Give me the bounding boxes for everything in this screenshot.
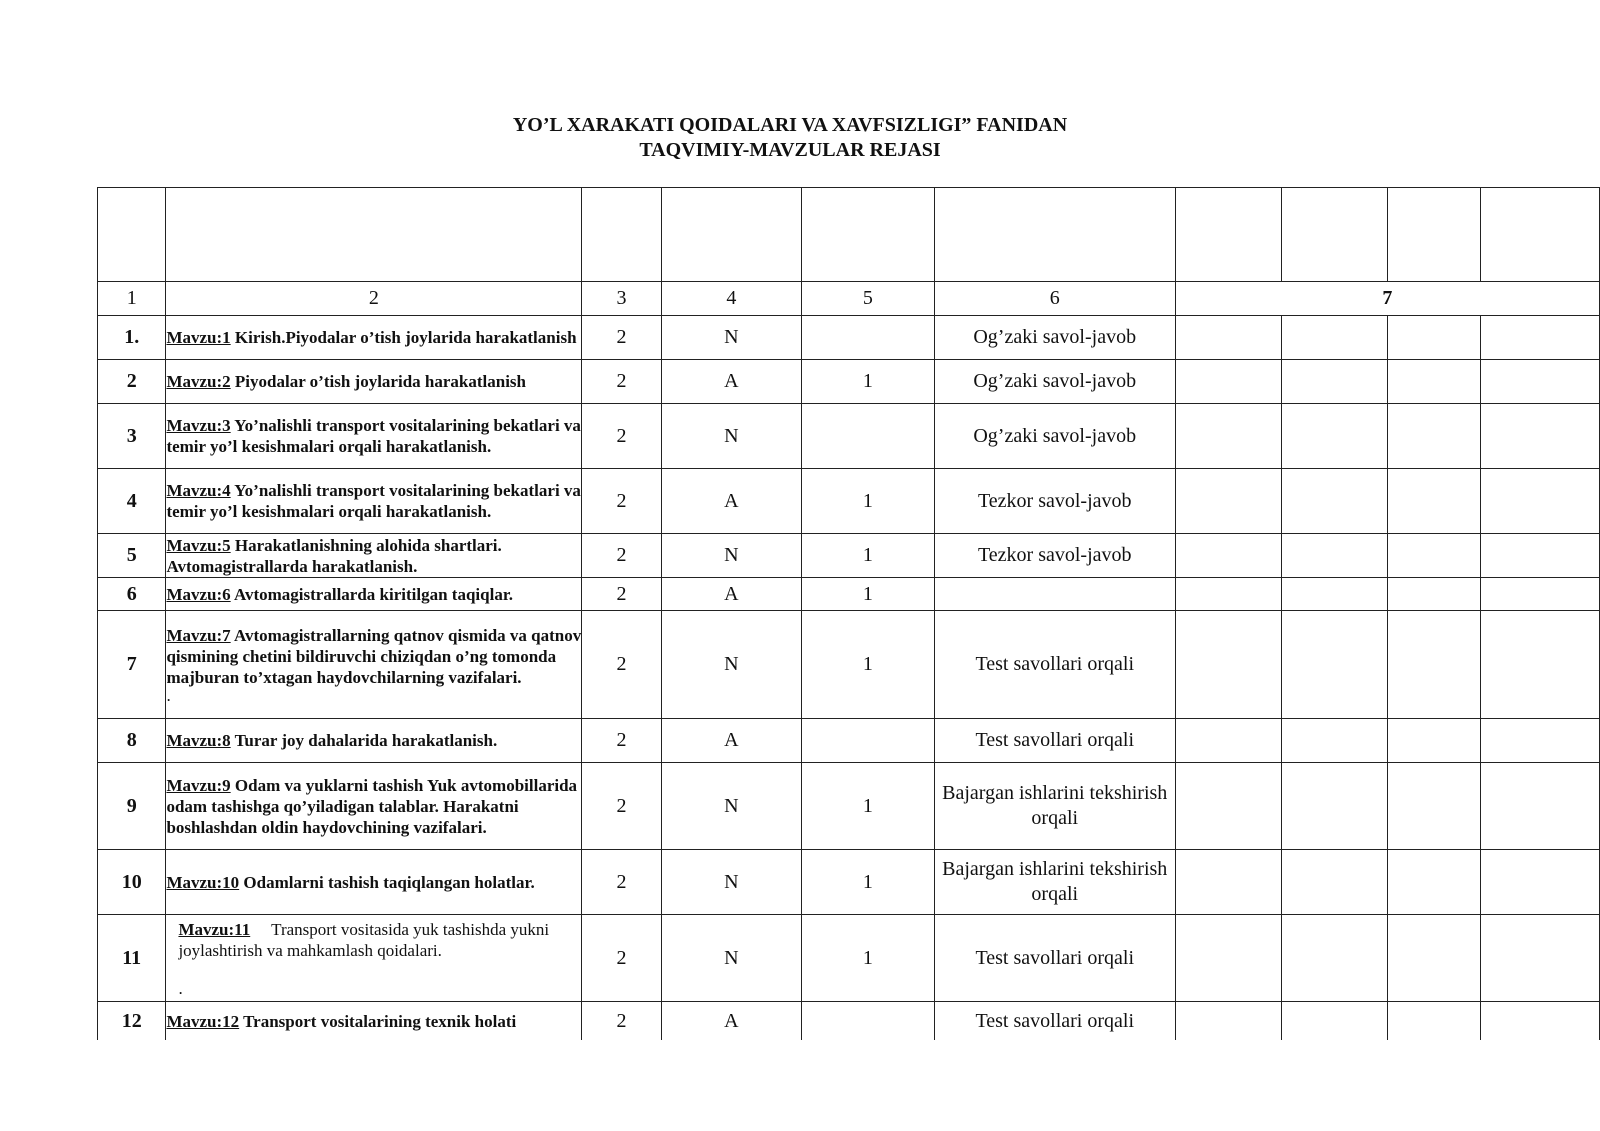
empty-cell — [1281, 469, 1388, 534]
topic-label: Mavzu:3 — [166, 416, 231, 435]
table-row — [98, 850, 1600, 915]
row-number: 4 — [98, 469, 166, 534]
topic-label: Mavzu:2 — [166, 372, 231, 391]
hours-cell: 2 — [582, 719, 661, 763]
lesson-type-cell: N — [661, 915, 802, 1002]
empty-cell — [1388, 404, 1481, 469]
topic-label: Mavzu:1 — [166, 328, 231, 347]
hours-cell: 2 — [582, 915, 661, 1002]
empty-cell — [1281, 534, 1388, 578]
row-number: 8 — [98, 719, 166, 763]
lesson-type-cell: N — [661, 763, 802, 850]
empty-cell — [1481, 404, 1600, 469]
empty-cell — [1481, 469, 1600, 534]
lesson-type-cell: N — [661, 611, 802, 719]
row-number: 9 — [98, 763, 166, 850]
row-number: 10 — [98, 850, 166, 915]
column-5-cell: 1 — [802, 469, 935, 534]
topic-text: Transport vositasida yuk tashishda yukni joylashtirish va mahkamlash qoidalari. — [178, 920, 554, 960]
assessment-method-cell — [934, 578, 1175, 611]
table-row — [98, 915, 1600, 1002]
topic-label: Mavzu:5 — [166, 535, 231, 555]
header-cell — [934, 188, 1175, 282]
row-number: 3 — [98, 404, 166, 469]
assessment-method-cell: Og’zaki savol-javob — [934, 316, 1175, 360]
topic-text: Odamlarni tashish taqiqlangan holatlar. — [239, 872, 535, 892]
empty-cell — [1175, 469, 1281, 534]
topic-text: Transport vositalarining texnik holati — [239, 1012, 517, 1031]
header-cell — [166, 188, 582, 282]
assessment-method-cell: Tezkor savol-javob — [934, 469, 1175, 534]
lesson-type-cell: A — [661, 578, 802, 611]
header-cell — [1175, 188, 1281, 282]
column-5-cell: 1 — [802, 611, 935, 719]
topic-dot: . — [178, 979, 183, 998]
column-5-cell: 1 — [802, 763, 935, 850]
empty-cell — [1481, 534, 1600, 578]
topic-cell — [166, 316, 582, 360]
hours-cell: 2 — [582, 611, 661, 719]
header-cell — [1388, 188, 1481, 282]
table-row — [98, 360, 1600, 404]
topic-cell — [166, 611, 582, 719]
topic-cell — [166, 850, 582, 915]
table-row — [98, 578, 1600, 611]
table-row — [98, 763, 1600, 850]
empty-cell — [1281, 360, 1388, 404]
topic-label: Mavzu:11 — [178, 920, 251, 939]
assessment-method-cell: Bajargan ishlarini tekshirish orqali — [934, 763, 1175, 850]
topic-cell — [166, 404, 582, 469]
column-5-cell: 1 — [802, 915, 935, 1002]
header-cell — [661, 188, 802, 282]
table-row — [98, 534, 1600, 578]
column-number: 4 — [661, 282, 802, 316]
column-number: 2 — [166, 282, 582, 316]
column-5-cell — [802, 1002, 935, 1041]
header-row — [98, 188, 1600, 282]
header-cell — [802, 188, 935, 282]
empty-cell — [1388, 1002, 1481, 1041]
column-5-cell: 1 — [802, 578, 935, 611]
lesson-type-cell: A — [661, 360, 802, 404]
assessment-method-cell: Test savollari orqali — [934, 719, 1175, 763]
column-number-row — [98, 282, 1600, 316]
empty-cell — [1175, 404, 1281, 469]
column-5-cell — [802, 719, 935, 763]
title-line-2: TAQVIMIY-MAVZULAR REJASI — [639, 139, 941, 161]
empty-cell — [1281, 1002, 1388, 1041]
empty-cell — [1388, 469, 1481, 534]
topic-text: Avtomagistrallarning qatnov qismida va qatnov qismining chetini bildiruvchi chiziqdan o’ng tomonda majburan to’xtagan haydovchilarning vazifalari. — [166, 626, 582, 687]
column-number: 7 — [1175, 282, 1599, 316]
topic-text: Yo’nalishli transport vositalarining bekatlari va temir yo’l kesishmalari orqali harakatlanish. — [166, 481, 581, 521]
topic-text: Avtomagistrallarda kiritilgan taqiqlar. — [230, 584, 514, 604]
empty-cell — [1388, 578, 1481, 611]
hours-cell: 2 — [582, 469, 661, 534]
empty-cell — [1481, 763, 1600, 850]
lesson-type-cell: N — [661, 404, 802, 469]
row-number: 7 — [98, 611, 166, 719]
topic-text: Harakatlanishning alohida shartlari. Avtomagistrallarda harakatlanish. — [166, 535, 502, 576]
row-number: 12 — [98, 1002, 166, 1041]
topic-text: Kirish.Piyodalar o’tish joylarida harakatlanish — [230, 328, 577, 347]
empty-cell — [1175, 915, 1281, 1002]
empty-cell — [1281, 719, 1388, 763]
topic-cell — [166, 719, 582, 763]
topic-label: Mavzu:9 — [166, 775, 231, 795]
empty-cell — [1388, 763, 1481, 850]
topic-text: Piyodalar o’tish joylarida harakatlanish — [230, 372, 526, 391]
hours-cell: 2 — [582, 578, 661, 611]
table-row — [98, 611, 1600, 719]
topic-dot: . — [166, 686, 171, 705]
table-row — [98, 316, 1600, 360]
column-number: 1 — [98, 282, 166, 316]
lesson-type-cell: A — [661, 719, 802, 763]
column-5-cell: 1 — [802, 534, 935, 578]
empty-cell — [1281, 404, 1388, 469]
empty-cell — [1388, 360, 1481, 404]
empty-cell — [1388, 719, 1481, 763]
empty-cell — [1175, 850, 1281, 915]
row-number: 11 — [98, 915, 166, 1002]
empty-cell — [1388, 316, 1481, 360]
column-number: 6 — [934, 282, 1175, 316]
lesson-type-cell: N — [661, 316, 802, 360]
column-5-cell: 1 — [802, 360, 935, 404]
row-number: 6 — [98, 578, 166, 611]
hours-cell: 2 — [582, 534, 661, 578]
topic-text: Yo’nalishli transport vositalarining bekatlari va temir yo’l kesishmalari orqali harakatlanish. — [166, 416, 581, 456]
topic-label: Mavzu:12 — [166, 1012, 240, 1031]
header-cell — [582, 188, 661, 282]
lesson-type-cell: A — [661, 1002, 802, 1041]
assessment-method-cell: Og’zaki savol-javob — [934, 360, 1175, 404]
column-number: 3 — [582, 282, 661, 316]
empty-cell — [1481, 360, 1600, 404]
hours-cell: 2 — [582, 850, 661, 915]
empty-cell — [1481, 915, 1600, 1002]
hours-cell: 2 — [582, 316, 661, 360]
empty-cell — [1175, 316, 1281, 360]
row-number: 5 — [98, 534, 166, 578]
empty-cell — [1281, 763, 1388, 850]
assessment-method-cell: Test savollari orqali — [934, 1002, 1175, 1041]
empty-cell — [1175, 360, 1281, 404]
row-number: 1. — [98, 316, 166, 360]
column-5-cell — [802, 404, 935, 469]
topic-cell — [166, 578, 582, 611]
assessment-method-cell: Tezkor savol-javob — [934, 534, 1175, 578]
lesson-type-cell: A — [661, 469, 802, 534]
topic-cell — [166, 763, 582, 850]
empty-cell — [1281, 316, 1388, 360]
lesson-type-cell: N — [661, 850, 802, 915]
header-cell — [1281, 188, 1388, 282]
empty-cell — [1481, 578, 1600, 611]
empty-cell — [1481, 850, 1600, 915]
empty-cell — [1175, 611, 1281, 719]
topic-text: Odam va yuklarni tashish Yuk avtomobillarida odam tashishga qo’yiladigan talablar. Harakatni boshlashdan oldin haydovchining vazifalari. — [166, 775, 578, 837]
empty-cell — [1281, 611, 1388, 719]
topic-text: Turar joy dahalarida harakatlanish. — [230, 731, 498, 750]
hours-cell: 2 — [582, 360, 661, 404]
empty-cell — [1175, 763, 1281, 850]
topic-cell — [166, 534, 582, 578]
hours-cell: 2 — [582, 1002, 661, 1041]
empty-cell — [1388, 534, 1481, 578]
table-row — [98, 404, 1600, 469]
topic-label: Mavzu:6 — [166, 584, 231, 604]
empty-cell — [1281, 850, 1388, 915]
topic-cell — [166, 915, 582, 1002]
empty-cell — [1481, 719, 1600, 763]
topic-label: Mavzu:10 — [166, 872, 240, 892]
empty-cell — [1281, 578, 1388, 611]
empty-cell — [1481, 611, 1600, 719]
table-row — [98, 1002, 1600, 1041]
topic-label: Mavzu:4 — [166, 481, 231, 500]
title-line-1: YO’L XARAKATI QOIDALARI VA XAVFSIZLIGI” FANIDAN — [512, 114, 1068, 136]
empty-cell — [1175, 578, 1281, 611]
lesson-type-cell: N — [661, 534, 802, 578]
topic-cell — [166, 1002, 582, 1041]
column-number: 5 — [802, 282, 935, 316]
empty-cell — [1388, 611, 1481, 719]
topic-cell — [166, 360, 582, 404]
table-row — [98, 469, 1600, 534]
topic-label: Mavzu:7 — [166, 626, 231, 645]
topic-cell — [166, 469, 582, 534]
table-row — [98, 719, 1600, 763]
column-5-cell: 1 — [802, 850, 935, 915]
plan-table — [97, 187, 1600, 1040]
header-cell — [1481, 188, 1600, 282]
hours-cell: 2 — [582, 404, 661, 469]
column-5-cell — [802, 316, 935, 360]
empty-cell — [1175, 1002, 1281, 1041]
assessment-method-cell: Test savollari orqali — [934, 611, 1175, 719]
row-number: 2 — [98, 360, 166, 404]
empty-cell — [1388, 850, 1481, 915]
empty-cell — [1175, 534, 1281, 578]
assessment-method-cell: Bajargan ishlarini tekshirish orqali — [934, 850, 1175, 915]
empty-cell — [1481, 316, 1600, 360]
header-cell — [98, 188, 166, 282]
assessment-method-cell: Og’zaki savol-javob — [934, 404, 1175, 469]
hours-cell: 2 — [582, 763, 661, 850]
empty-cell — [1175, 719, 1281, 763]
assessment-method-cell: Test savollari orqali — [934, 915, 1175, 1002]
empty-cell — [1281, 915, 1388, 1002]
empty-cell — [1481, 1002, 1600, 1041]
empty-cell — [1388, 915, 1481, 1002]
topic-label: Mavzu:8 — [166, 731, 231, 750]
